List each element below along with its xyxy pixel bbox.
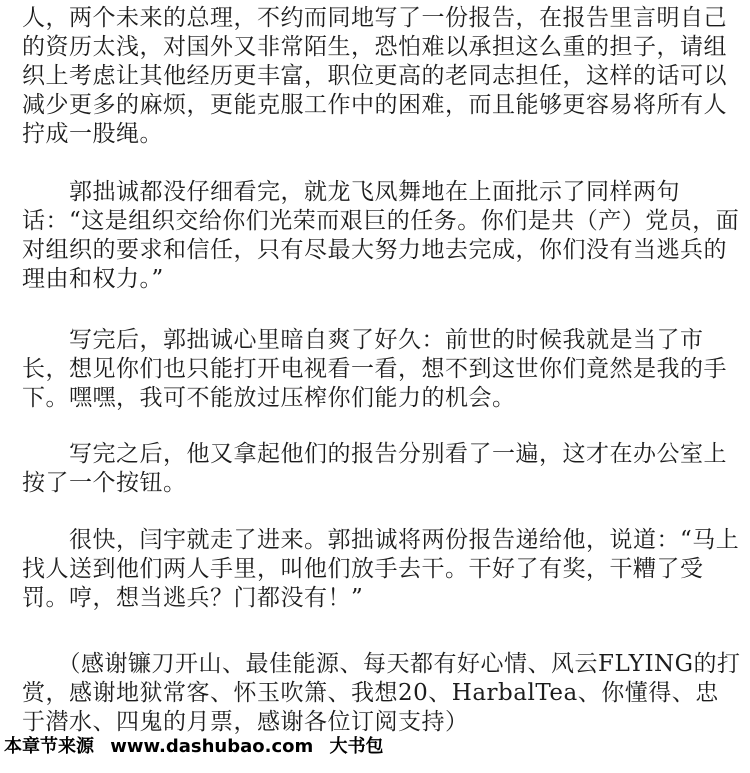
paragraph-5: 很快，闫宇就走了进来。郭拙诚将两份报告递给他，说道：“马上找人送到他们两人手里，叫他们放手去干。干好了有奖，干糟了受罚。哼，想当逃兵？门都没有！”: [22, 527, 740, 611]
site-name: 大书包: [329, 736, 384, 757]
paragraph-3: 写完后，郭拙诚心里暗自爽了好久：前世的时候我就是当了市长，想见你们也只能打开电视看一看，想不到这世你们竟然是我的手下。嘿嘿，我可不能放过压榨你们能力的机会。: [22, 327, 727, 411]
source-url: www.dashubao.com: [110, 736, 314, 757]
paragraph-2: 郭拙诚都没仔细看完，就龙飞凤舞地在上面批示了同样两句话：“这是组织交给你们光荣而艰巨的任务。你们是共（产）党员，面对组织的要求和信任，只有尽最大努力地去完成，你们没有当逃兵的理由和权力。”: [22, 179, 740, 292]
paragraph-6: （感谢镰刀开山、最佳能源、每天都有好心情、风云FLYING的打赏，感谢地狱常客、怀玉吹箫、我想20、HarbalTea、你懂得、忠于潜水、四鬼的月票，感谢各位订阅支持）: [22, 651, 741, 735]
source-label: 本章节来源: [4, 736, 94, 757]
paragraph-1: 人，两个未来的总理，不约而同地写了一份报告，在报告里言明自己的资历太浅，对国外又非常陌生，恐怕难以承担这么重的担子，请组织上考虑让其他经历更丰富，职位更高的老同志担任，这样的话可以减少更多的麻烦，更能克服工作中的困难，而且能够更容易将所有人拧成一股绳。: [22, 5, 727, 147]
paragraph-4: 写完之后，他又拿起他们的报告分别看了一遍，这才在办公室上按了一个按钮。: [22, 441, 727, 496]
source-footer: [4, 736, 394, 758]
